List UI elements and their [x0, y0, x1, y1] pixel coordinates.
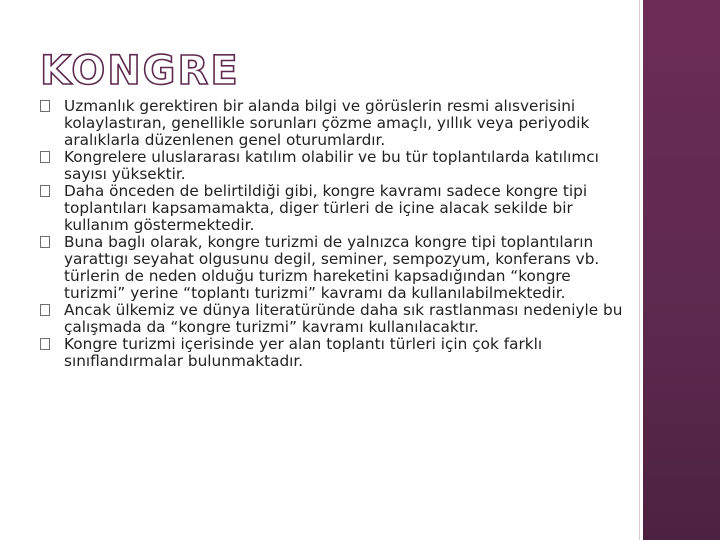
bullet-item [40, 336, 635, 370]
bullet-item [40, 183, 635, 234]
empty-square-icon [40, 236, 50, 248]
bullet-text: Kongrelere uluslararası katılım olabilir ve bu tür toplantılarda katılımcı sayısı yüksektir. [64, 148, 599, 183]
slide-title-container [40, 44, 440, 94]
empty-square-icon [40, 100, 50, 112]
bullet-list [40, 98, 635, 370]
empty-square-icon [40, 304, 50, 316]
right-accent-band [643, 0, 720, 540]
slide-title-svg [40, 44, 440, 94]
bullet-item [40, 234, 635, 302]
bullet-text: Kongre turizmi içerisinde yer alan toplantı türleri için çok farklı sınıflandırmalar bulunmaktadır. [64, 335, 543, 370]
bullet-item [40, 149, 635, 183]
bullet-text: Daha önceden de belirtildiği gibi, kongre kavramı sadece kongre tipi toplantıları kapsamamakta, diger türleri de içine alacak sekilde bir kullanım göstermektedir. [64, 182, 588, 234]
bullet-text: Buna baglı olarak, kongre turizmi de yalnızca kongre tipi toplantıların yarattıgı seyahat olgusunu degil, seminer, sempozyum, konferans vb. türlerin de neden olduğu turizm hareketini kapsadığından “kongre turizmi” yerine “toplantı turizmi” kavramı da kullanılabilmektedir. [64, 233, 600, 302]
bullet-text: Ancak ülkemiz ve dünya literatüründe daha sık rastlanması nedeniyle bu çalışmada da “kongre turizmi” kavramı kullanılacaktır. [64, 301, 623, 336]
right-band-divider [639, 0, 640, 540]
empty-square-icon [40, 151, 50, 163]
empty-square-icon [40, 338, 50, 350]
slide-title: KONGRE [40, 48, 240, 94]
bullet-item [40, 98, 635, 149]
bullet-item [40, 302, 635, 336]
bullet-text: Uzmanlık gerektiren bir alanda bilgi ve görüslerin resmi alısverisini kolaylastıran, genellikle sorunları çözme amaçlı, yıllık veya periyodik aralıklarla düzenlenen genel oturumlardır. [64, 97, 590, 149]
empty-square-icon [40, 185, 50, 197]
